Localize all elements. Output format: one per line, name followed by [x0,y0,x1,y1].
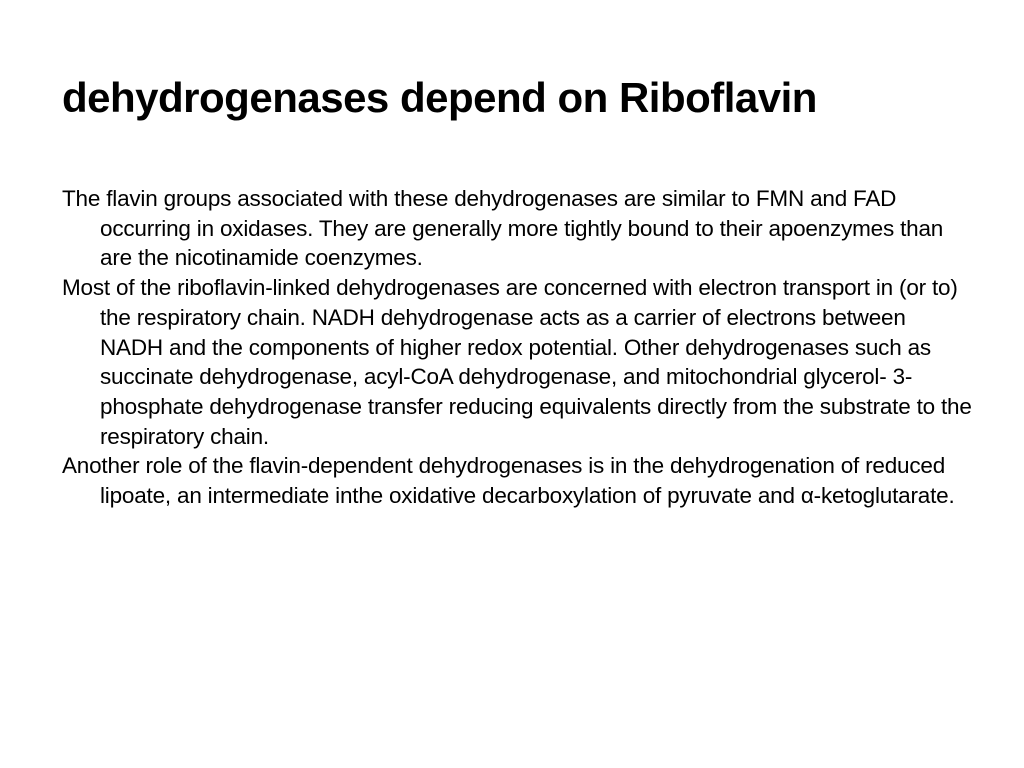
slide-title: dehydrogenases depend on Riboflavin [62,74,817,121]
slide-body [62,184,972,511]
body-paragraph-1: The flavin groups associated with these dehydrogenases are similar to FMN and FAD occurring in oxidases. They are generally more tightly bound to their apoenzymes than are the nicotinamide coenzymes. [62,186,944,271]
body-paragraph-3: Another role of the flavin-dependent dehydrogenases is in the dehydrogenation of reduced lipoate, an intermediate inthe oxidative decarboxylation of pyruvate and α-ketoglutarate. [62,453,955,509]
body-paragraph-2: Most of the riboflavin-linked dehydrogenases are concerned with electron transport in (or to) the respiratory chain. NADH dehydrogenase acts as a carrier of electrons between NADH and the components of higher redox potential. Other dehydrogenases such as succinate dehydrogenase, acyl-CoA dehydrogenase, and mitochondrial glycerol- 3-phosphate dehydrogenase transfer reducing equivalents directly from the substrate to the respiratory chain. [62,275,972,449]
